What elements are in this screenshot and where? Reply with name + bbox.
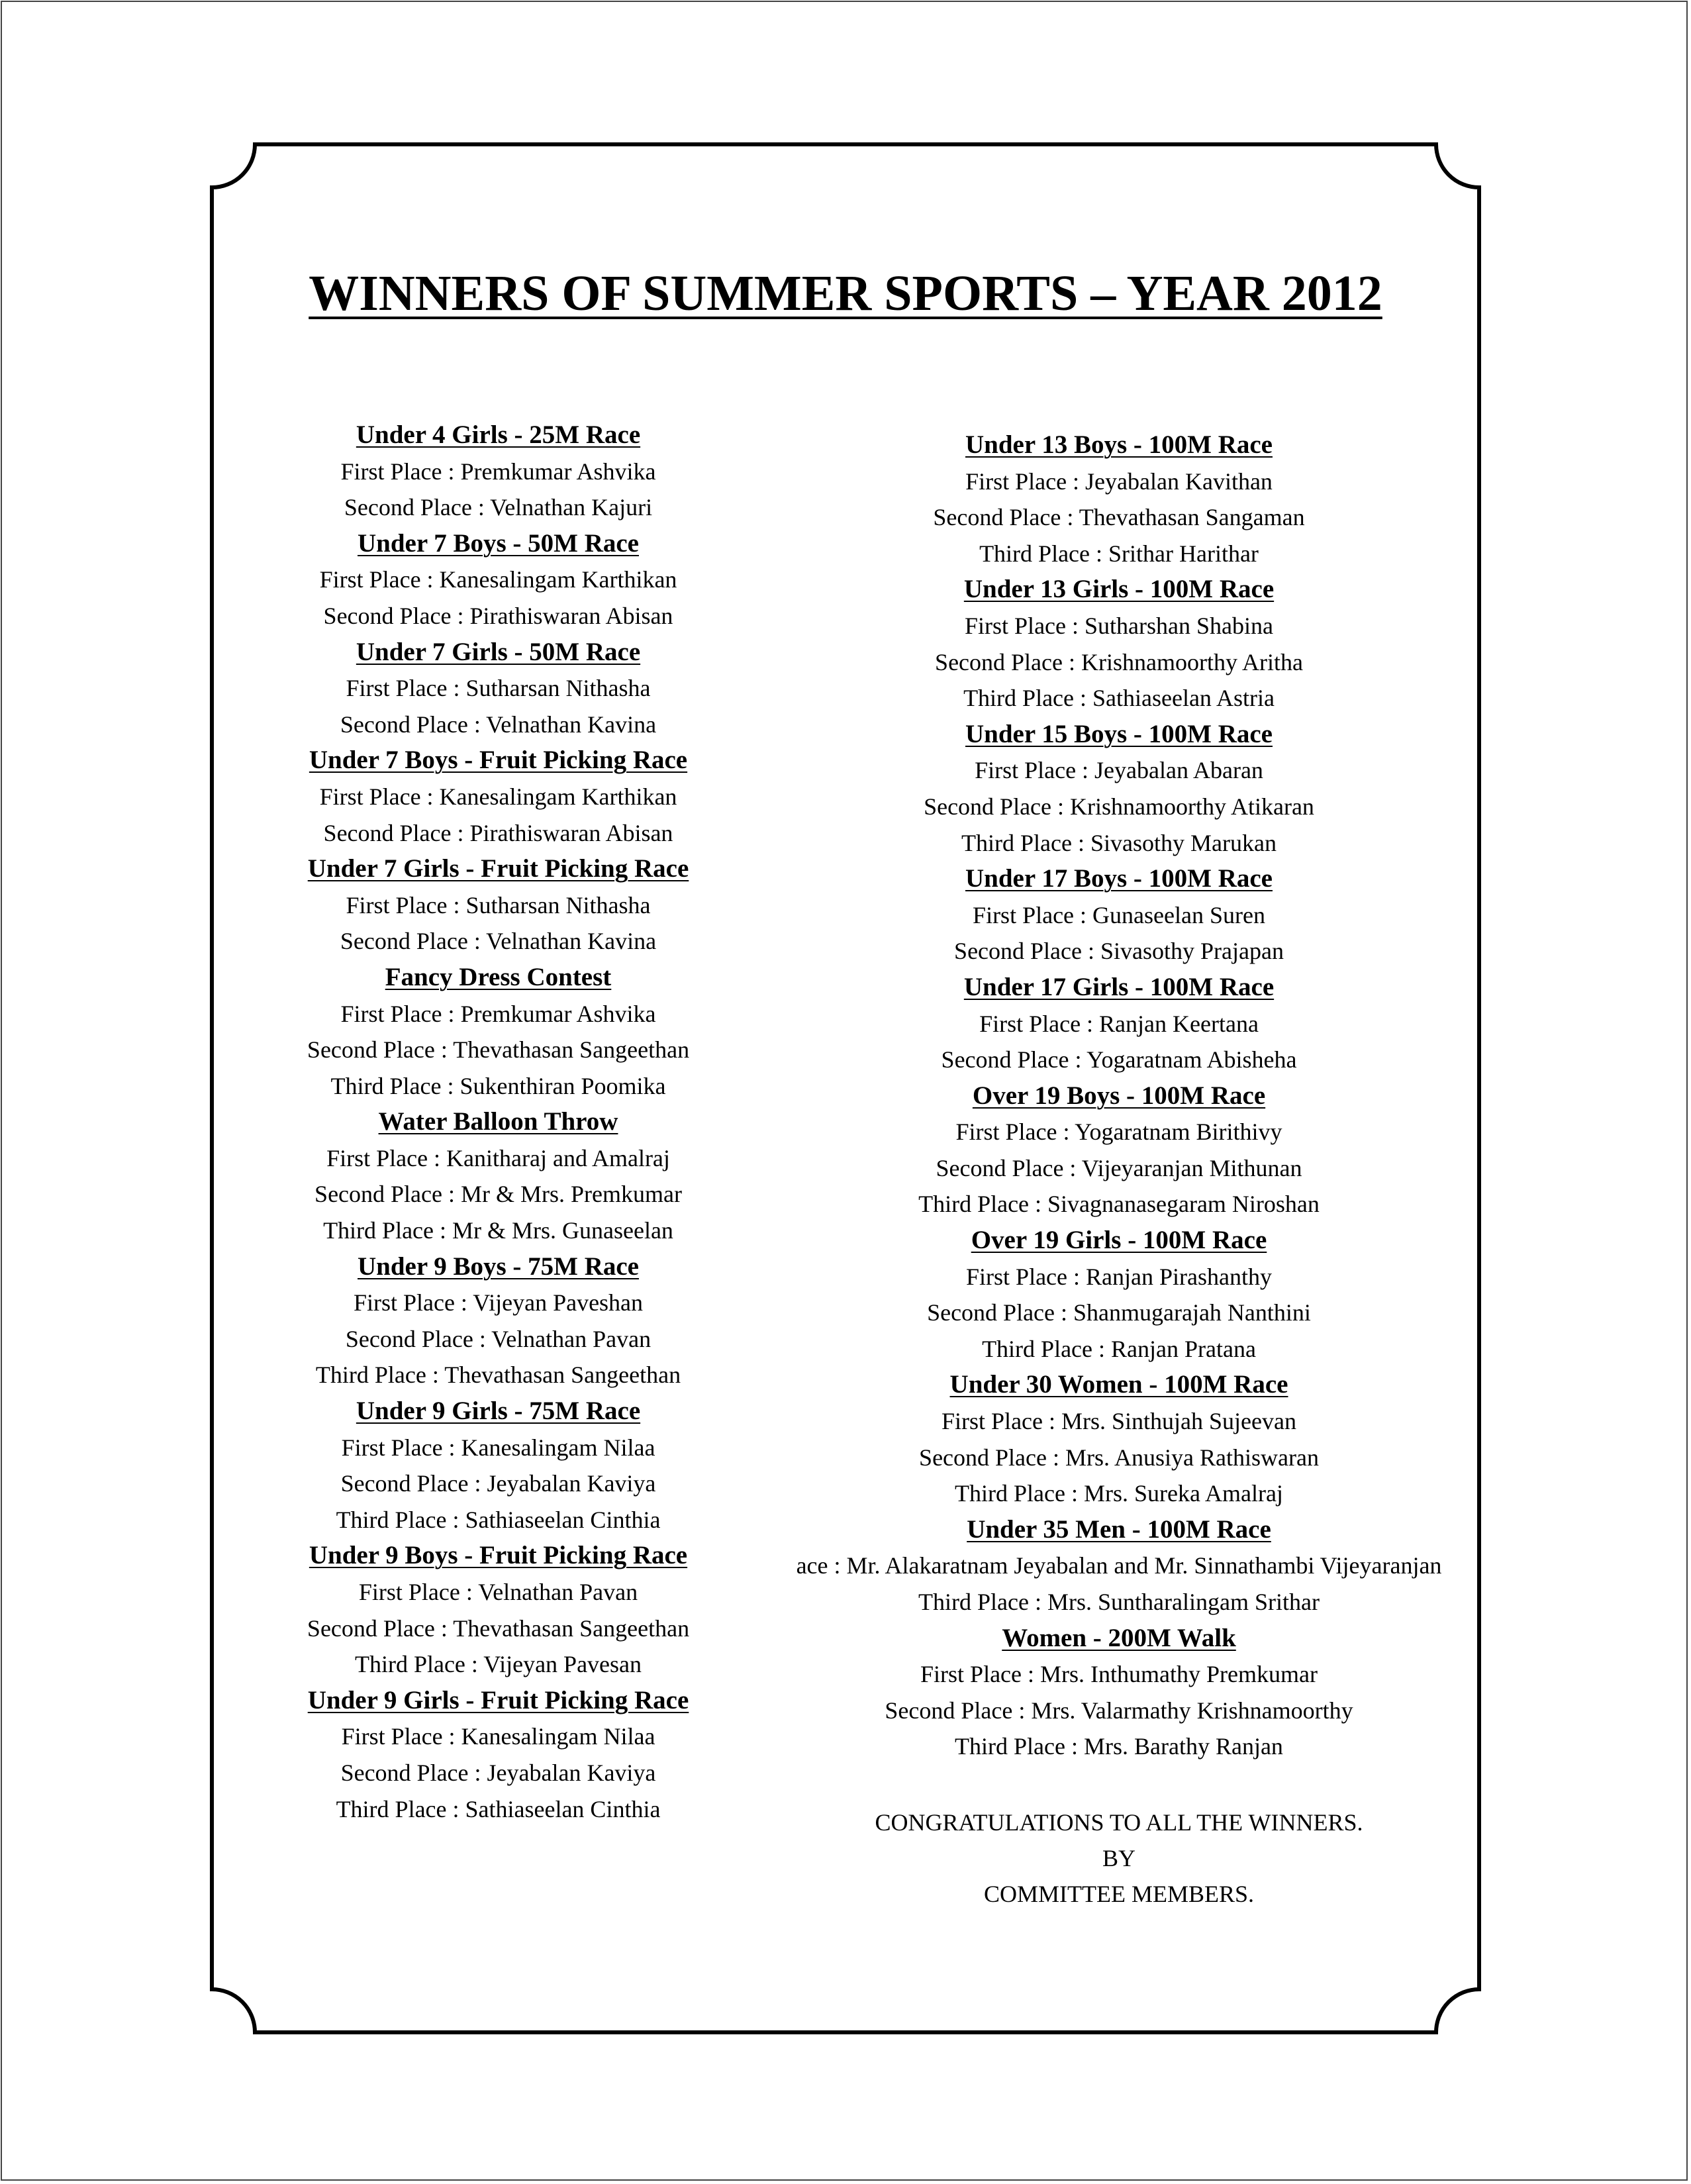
winner-line: Third Place : Sivasothy Marukan <box>961 829 1277 856</box>
winner-line: Second Place : Jeyabalan Kaviya <box>340 1470 656 1497</box>
by-text: BY <box>1102 1845 1135 1871</box>
event-section <box>781 861 1457 969</box>
event-heading: Under 7 Girls - 50M Race <box>356 637 641 666</box>
winner-line: Third Place : Sathiaseelan Astria <box>963 685 1275 712</box>
event-section <box>781 1078 1457 1222</box>
winner-line: First Place : Ranjan Keertana <box>979 1010 1259 1037</box>
winner-line: Second Place : Thevathasan Sangeethan <box>307 1036 690 1064</box>
winner-line: Second Place : Shanmugarajah Nanthini <box>927 1299 1311 1326</box>
event-heading: Under 9 Girls - 75M Race <box>356 1397 641 1426</box>
left-column <box>252 417 745 1827</box>
winner-line: First Place : Ranjan Pirashanthy <box>966 1263 1272 1290</box>
event-section <box>781 1512 1457 1620</box>
event-section <box>781 969 1457 1078</box>
winner-line: Third Place : Ranjan Pratana <box>982 1335 1256 1362</box>
event-section <box>252 417 745 526</box>
event-section <box>781 717 1457 861</box>
winner-line: First Place : Kanitharaj and Amalraj <box>326 1144 670 1171</box>
event-heading: Under 7 Boys - 50M Race <box>358 528 639 558</box>
winner-line: First Place : Velnathan Pavan <box>358 1579 638 1605</box>
winner-line: Third Place : Srithar Harithar <box>979 540 1259 567</box>
event-section <box>781 1222 1457 1367</box>
winner-line: First Place : Jeyabalan Kavithan <box>965 468 1273 495</box>
right-column <box>781 427 1457 1765</box>
footer <box>781 1805 1457 1912</box>
event-heading: Over 19 Girls - 100M Race <box>971 1226 1267 1255</box>
event-section <box>252 526 745 634</box>
winner-line: First Place : Mrs. Inthumathy Premkumar <box>920 1661 1318 1688</box>
winner-line: First Place : Kanesalingam Karthikan <box>319 566 677 593</box>
event-section <box>781 427 1457 571</box>
event-heading: Under 30 Women - 100M Race <box>949 1370 1288 1399</box>
event-heading: Fancy Dress Contest <box>385 962 612 991</box>
winner-line: Second Place : Mrs. Valarmathy Krishnamoorthy <box>885 1697 1353 1724</box>
winner-line: Third Place : Sukenthiran Poomika <box>330 1072 666 1099</box>
winner-line: Second Place : Velnathan Kavina <box>340 711 657 738</box>
winner-line: First Place : Sutharshan Shabina <box>965 612 1273 639</box>
winner-line: First Place : Gunaseelan Suren <box>973 901 1265 928</box>
event-heading: Under 17 Boys - 100M Race <box>965 864 1273 893</box>
winner-line: First Place : Mrs. Sinthujah Sujeevan <box>942 1408 1296 1435</box>
event-heading: Under 13 Boys - 100M Race <box>965 430 1273 459</box>
winner-line: Second Place : Jeyabalan Kaviya <box>340 1759 656 1786</box>
winner-line: First Place : Sutharsan Nithasha <box>346 675 651 702</box>
winner-line: Second Place : Krishnamoorthy Atikaran <box>924 793 1314 820</box>
winner-line: Third Place : Mrs. Barathy Ranjan <box>955 1733 1283 1760</box>
winner-line: Second Place : Mr & Mrs. Premkumar <box>314 1181 682 1208</box>
committee-text: COMMITTEE MEMBERS. <box>983 1881 1255 1907</box>
winner-line: Third Place : Thevathasan Sangeethan <box>315 1362 681 1389</box>
winner-line: First Place : Yogaratnam Birithivy <box>955 1118 1282 1146</box>
event-section <box>252 1683 745 1827</box>
event-heading: Under 17 Girls - 100M Race <box>963 972 1275 1001</box>
winner-line: Second Place : Mrs. Anusiya Rathiswaran <box>919 1444 1319 1471</box>
event-heading: Over 19 Boys - 100M Race <box>972 1081 1266 1110</box>
winner-line: Second Place : Velnathan Kajuri <box>344 494 653 521</box>
event-heading: Under 7 Girls - Fruit Picking Race <box>307 854 689 883</box>
winner-line: First Place : Kanesalingam Karthikan <box>319 783 677 810</box>
winner-line: Third Place : Sathiaseelan Cinthia <box>336 1506 661 1533</box>
event-heading: Under 4 Girls - 25M Race <box>356 421 641 449</box>
event-heading: Under 35 Men - 100M Race <box>967 1514 1271 1544</box>
event-section <box>252 1393 745 1538</box>
event-heading: Water Balloon Throw <box>378 1107 618 1136</box>
winner-line: Third Place : Sathiaseelan Cinthia <box>336 1795 661 1822</box>
winner-line: Third Place : Mrs. Sureka Amalraj <box>955 1480 1283 1507</box>
page-title: WINNERS OF SUMMER SPORTS – YEAR 2012 <box>309 266 1382 321</box>
winner-line: First Place : Vijeyan Paveshan <box>353 1289 644 1316</box>
winner-line: Third Place : Vijeyan Pavesan <box>354 1651 642 1678</box>
event-section <box>252 851 745 960</box>
event-section <box>252 1249 745 1393</box>
winner-line: First Place : Kanesalingam Nilaa <box>341 1723 655 1750</box>
event-section <box>252 634 745 743</box>
congratulations-text: CONGRATULATIONS TO ALL THE WINNERS. <box>875 1809 1363 1836</box>
event-section <box>252 742 745 851</box>
event-section <box>781 1367 1457 1511</box>
event-heading: Under 9 Boys - Fruit Picking Race <box>309 1541 688 1570</box>
winner-line: Second Place : Yogaratnam Abisheha <box>941 1046 1297 1073</box>
winner-line: Second Place : Velnathan Kavina <box>340 928 657 955</box>
event-section <box>781 1620 1457 1765</box>
winner-line: First Place : Premkumar Ashvika <box>340 458 656 485</box>
winner-line: Second Place : Sivasothy Prajapan <box>954 938 1284 965</box>
winner-line: Third Place : Mrs. Suntharalingam Srithar <box>918 1589 1320 1615</box>
winner-line: Second Place : Vijeyaranjan Mithunan <box>936 1154 1302 1181</box>
winner-line: Third Place : Mr & Mrs. Gunaseelan <box>323 1217 673 1244</box>
winner-line: First Place : Kanesalingam Nilaa <box>341 1434 655 1461</box>
event-heading: Women - 200M Walk <box>1002 1623 1236 1652</box>
winner-line: First Place : Jeyabalan Abaran <box>975 757 1263 784</box>
event-heading: Under 9 Girls - Fruit Picking Race <box>307 1685 689 1714</box>
winner-line: Second Place : Thevathasan Sangeethan <box>307 1614 690 1642</box>
winner-line: First Place : Sutharsan Nithasha <box>346 891 651 918</box>
event-heading: Under 9 Boys - 75M Race <box>358 1252 639 1281</box>
winner-line: First Place : Premkumar Ashvika <box>340 1000 656 1027</box>
winner-line: Second Place : Krishnamoorthy Aritha <box>935 648 1303 675</box>
event-section <box>781 571 1457 716</box>
event-heading: Under 15 Boys - 100M Race <box>965 719 1273 748</box>
winner-line: Second Place : Velnathan Pavan <box>345 1325 652 1352</box>
event-section <box>252 1538 745 1682</box>
event-section <box>252 960 745 1104</box>
winner-line: Third Place : Sivagnanasegaram Niroshan <box>918 1191 1320 1218</box>
event-section <box>252 1104 745 1248</box>
winner-line: ace : Mr. Alakaratnam Jeyabalan and Mr. Sinnathambi Vijeyaranjan <box>796 1552 1442 1579</box>
winner-line: Second Place : Pirathiswaran Abisan <box>323 819 673 846</box>
event-heading: Under 7 Boys - Fruit Picking Race <box>309 746 688 775</box>
winner-line: Second Place : Pirathiswaran Abisan <box>323 602 673 629</box>
winner-line: Second Place : Thevathasan Sangaman <box>933 504 1305 531</box>
event-heading: Under 13 Girls - 100M Race <box>963 575 1275 604</box>
